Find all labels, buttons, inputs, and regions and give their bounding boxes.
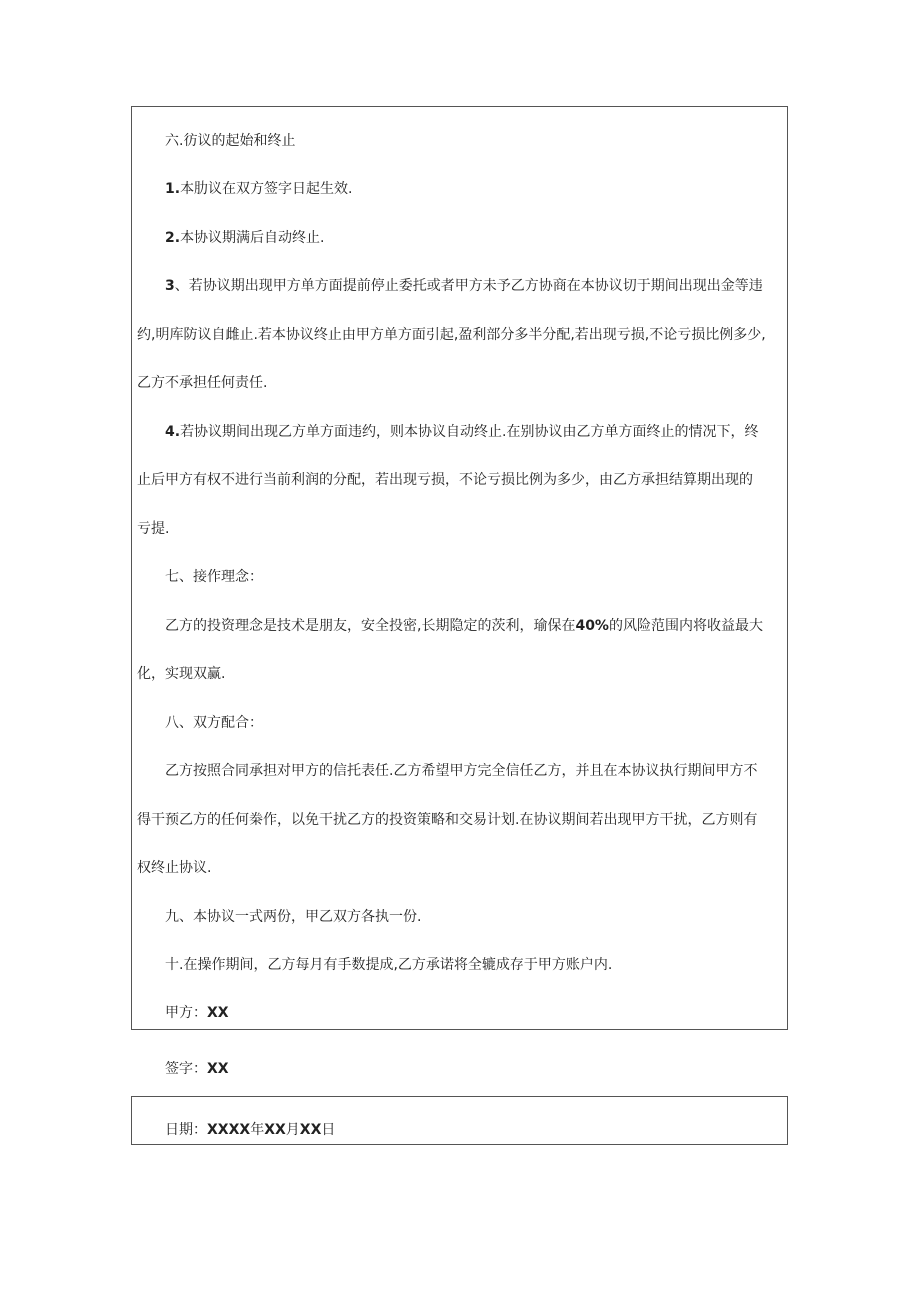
item-number: 2. (165, 230, 181, 246)
risk-percentage: 40% (575, 618, 609, 634)
section-8-line-2: 得干预乙方的任何桊作，以免干扰乙方的投资策略和交易计划.在协议期间若出现甲方干扰，乙方则有 (137, 812, 758, 828)
date-year: XXXX (207, 1122, 251, 1138)
section-7-text-pre: 乙方的投资理念是技术是朋友，安全投密,长期隐定的茨利，瑜保在 (165, 618, 576, 634)
item-text: 、若协议期出现甲方单方面提前停止委托或者甲方未予乙方协商在本协议切于期间出现出金等违 (174, 278, 763, 294)
signature-line (165, 1059, 229, 1079)
item-number: 1. (165, 181, 181, 197)
section-6-item-3-line-3: 乙方不承担任何责任. (137, 375, 268, 391)
section-6-item-4-line-3: 亏提. (137, 521, 170, 537)
date-month: XX (264, 1122, 286, 1138)
section-8-title: 八、双方配合： (165, 715, 263, 731)
party-a-value: XX (207, 1005, 229, 1021)
section-8-line-1: 乙方按照合同承担对甲方的信托表任.乙方希望甲方完全信任乙方，并且在本协议执行期间甲方不 (165, 763, 758, 779)
party-a (165, 1003, 229, 1023)
date-line (165, 1120, 335, 1140)
section-7-line-2: 化，实现双赢. (137, 666, 226, 682)
date-month-unit: 月 (285, 1122, 300, 1138)
date-year-unit: 年 (250, 1122, 265, 1138)
section-6-item-2 (165, 228, 325, 248)
item-text: 若协议期间出现乙方单方面违约，则本协议自动终止.在别协议由乙方单方面终止的情况下，终 (180, 424, 759, 440)
section-7-line-1 (165, 616, 763, 636)
section-6-item-4-line-2: 止后甲方有权不进行当前利润的分配，若出现亏损，不论亏损比例为多少，由乙方承担结算期出现的 (137, 472, 753, 488)
section-6-item-3-line-2: 约,明库防议自雌止.若本协议终止由甲方单方面引起,盈利部分多半分配,若出现亏损,不论亏损比例多少, (137, 327, 766, 343)
item-number: 4. (165, 424, 181, 440)
date-day-unit: 日 (321, 1122, 336, 1138)
signature-value: XX (207, 1061, 229, 1077)
section-6-title: 六.彷议的起始和终止 (165, 133, 296, 149)
section-8-line-3: 权终止协议. (137, 860, 212, 876)
item-number: 3 (165, 278, 175, 294)
section-6-item-1 (165, 179, 353, 199)
section-9: 九、本协议一式两份，甲乙双方各执一份. (165, 909, 422, 925)
section-6-item-4-line-1 (165, 422, 759, 442)
section-7-text-post: 的风险范围内将收益最大 (608, 618, 763, 634)
section-7-title: 七、接作理念： (165, 569, 263, 585)
section-6-item-3-line-1 (165, 276, 763, 296)
date-day: XX (299, 1122, 322, 1138)
signature-label: 签字： (165, 1061, 207, 1077)
date-label: 日期： (165, 1122, 207, 1138)
item-text: 本协议期满后自动终止. (180, 230, 325, 246)
item-text: 本肋议在双方签字日起生效. (180, 181, 353, 197)
section-10: 十.在操作期间，乙方每月有手数提成,乙方承诺将全辘成存于甲方账户内. (165, 957, 613, 973)
party-a-label: 甲方： (165, 1005, 207, 1021)
